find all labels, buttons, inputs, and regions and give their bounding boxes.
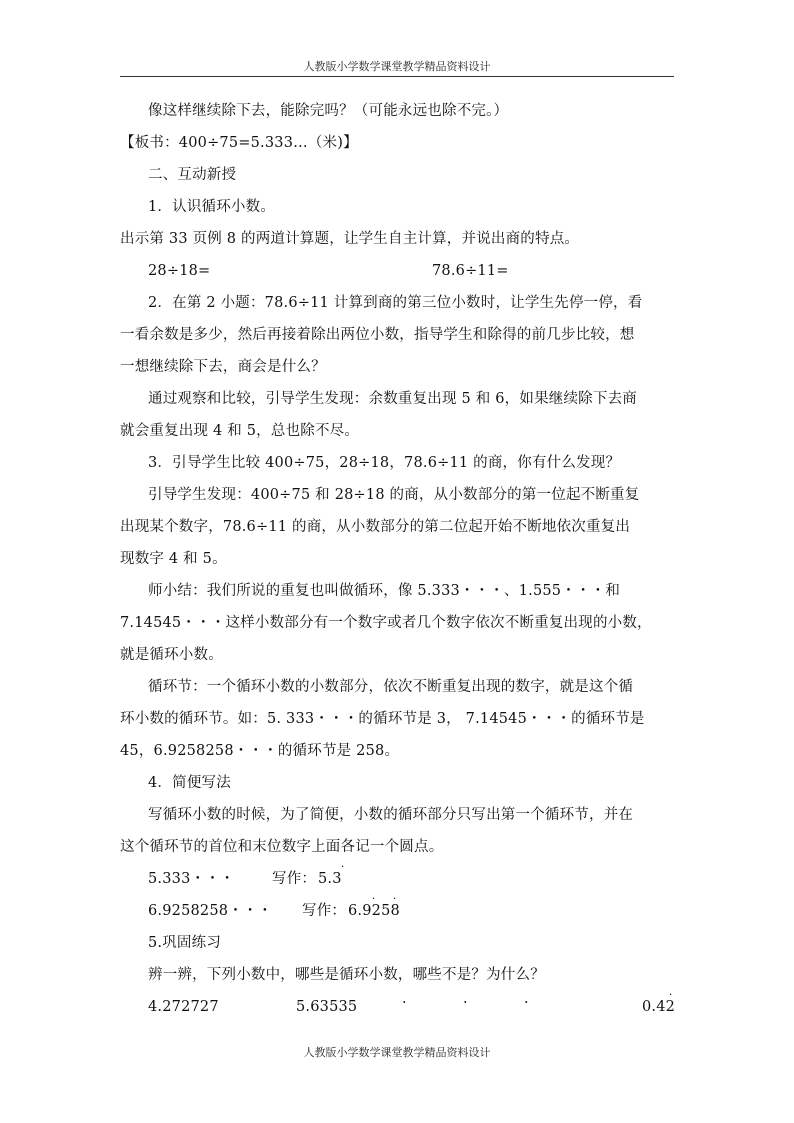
section-heading: 二、互动新授 <box>148 167 237 183</box>
subsection-heading: 1．认识循环小数。 <box>148 199 276 215</box>
repeating-notation: 5.3 · <box>318 862 345 887</box>
text-line: 3．引导学生比较 400÷75，28÷18，78.6÷11 的商，你有什么发现？ <box>148 455 621 471</box>
text-line: 环小数的循环节。如：5. 333・・・的循环节是 3， 7.14545・・・的循环节是 <box>120 711 645 727</box>
page-footer: 人教版小学数学课堂教学精品资料设计 <box>303 1046 491 1059</box>
dot-mark: · <box>402 995 407 1011</box>
text-line: 这个循环节的首位和末位数字上面各记一个圆点。 <box>120 839 444 855</box>
equation-right: 78.6÷11= <box>432 263 509 279</box>
exercise-number: 4.272727 <box>148 999 219 1015</box>
text-line: 通过观察和比较，引导学生发现：余数重复出现 5 和 6，如果继续除下去商 <box>148 391 637 407</box>
dot-mark: · <box>463 995 468 1011</box>
text-line: 出现某个数字，78.6÷11 的商，从小数部分的第二位起开始不断地依次重复出 <box>120 519 631 535</box>
text-line: 现数字 4 和 5。 <box>120 551 227 567</box>
repeating-notation: 0.42 · <box>642 990 676 1015</box>
text-line: 就是循环小数。 <box>120 647 223 663</box>
text-line: 出示第 33 页例 8 的两道计算题，让学生自主计算，并说出商的特点。 <box>120 231 580 247</box>
text-line: 引导学生发现：400÷75 和 28÷18 的商，从小数部分的第一位起不断重复 <box>148 487 640 503</box>
text-line: 循环节：一个循环小数的小数部分，依次不断重复出现的数字，就是这个循 <box>148 679 634 695</box>
exercise-number: 5.63535 <box>296 999 358 1015</box>
text-line: 一看余数是多少，然后再接着除出两位小数，指导学生和除得的前几步比较，想 <box>120 327 635 343</box>
text-line: 2．在第 2 小题：78.6÷11 计算到商的第三位小数时，让学生先停一停，看 <box>148 295 643 311</box>
text-line: 【板书：400÷75=5.333…（米)】 <box>120 135 358 151</box>
page-header: 人教版小学数学课堂教学精品资料设计 <box>303 60 491 73</box>
repeat-dot: · <box>393 894 397 905</box>
written-as-label: 写作： <box>272 871 317 887</box>
text-line: 像这样继续除下去，能除完吗？（可能永远也除不完。） <box>148 103 509 119</box>
text-line: 就会重复出现 4 和 5，总也除不尽。 <box>120 423 360 439</box>
subsection-heading: 5.巩固练习 <box>148 935 222 951</box>
repeat-dot: · <box>341 862 345 873</box>
written-as-label: 写作： <box>302 903 347 919</box>
text-line: 写循环小数的时候，为了简便，小数的循环部分只写出第一个循环节，并在 <box>148 807 634 823</box>
header-divider <box>120 76 674 77</box>
text-line: 辨一辨，下列小数中，哪些是循环小数，哪些不是？为什么？ <box>148 967 545 983</box>
repeating-notation: 6.9258 · · <box>348 894 400 919</box>
text-line: 师小结：我们所说的重复也叫做循环，像 5.333・・・、1.555・・・和 <box>148 583 621 599</box>
text-line: 45，6.9258258・・・的循环节是 258。 <box>120 743 400 759</box>
text-line: 一想继续除下去，商会是什么？ <box>120 359 326 375</box>
repeat-dot: · <box>669 990 673 1001</box>
equation-left: 28÷18= <box>148 263 211 279</box>
example-number: 5.333・・・ <box>148 871 235 887</box>
example-number: 6.9258258・・・ <box>148 903 273 919</box>
repeat-dot: · <box>372 894 376 905</box>
dot-mark: · <box>524 995 529 1011</box>
subsection-heading: 4．简便写法 <box>148 775 231 791</box>
text-line: 7.14545・・・这样小数部分有一个数字或者几个数字依次不断重复出现的小数， <box>120 615 652 631</box>
